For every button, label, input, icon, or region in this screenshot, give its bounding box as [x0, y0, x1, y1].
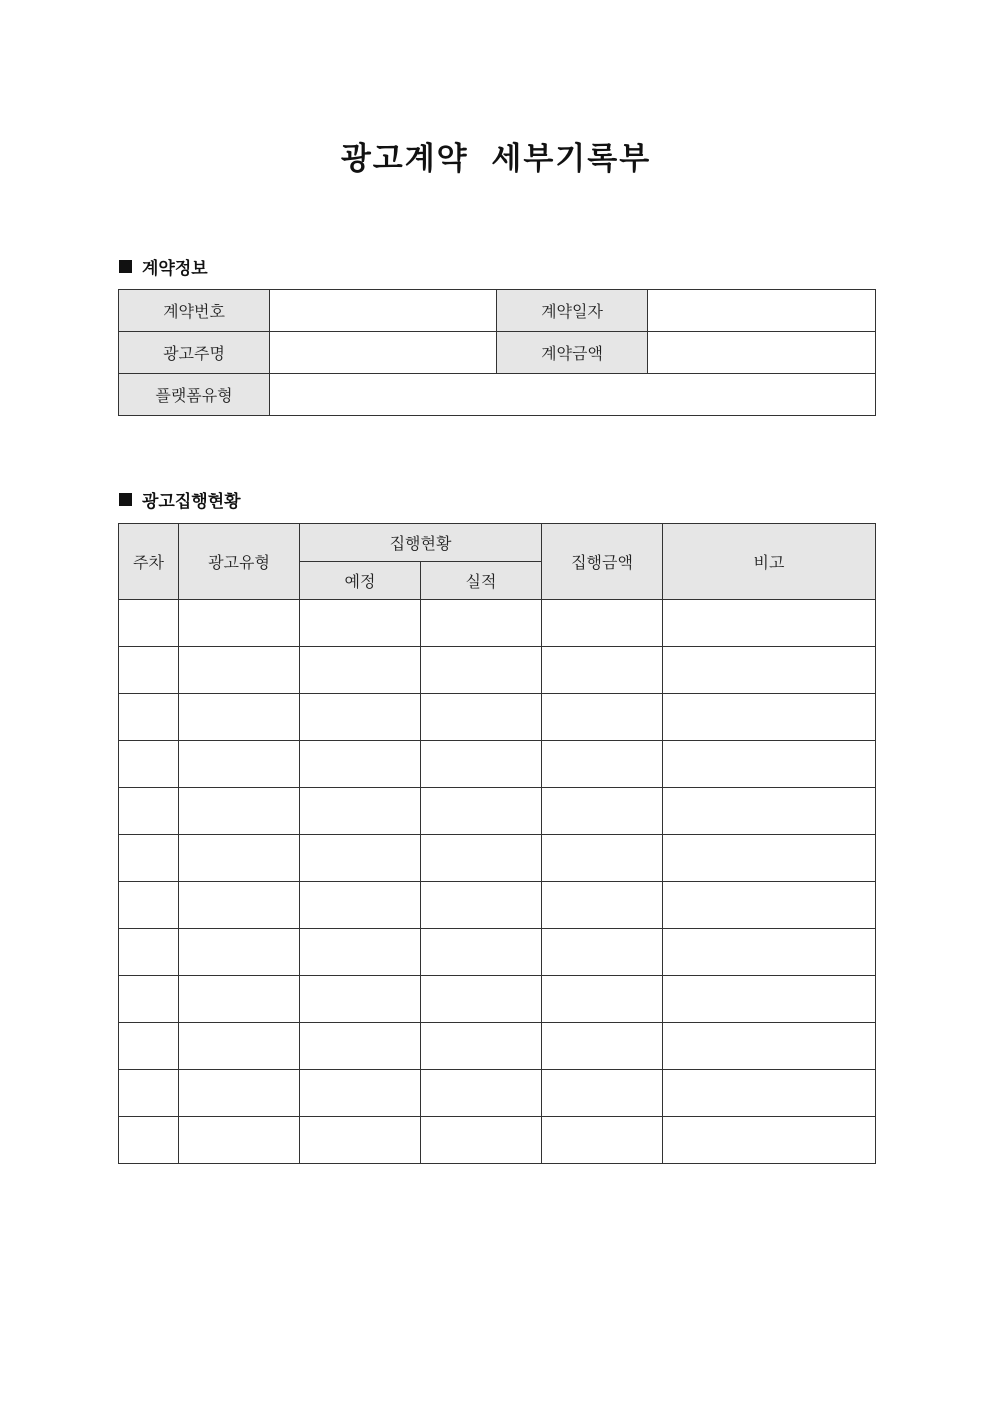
execution-amount-cell[interactable]: [542, 882, 663, 929]
actual-cell[interactable]: [421, 647, 542, 694]
ad-type-cell[interactable]: [179, 1023, 300, 1070]
note-cell[interactable]: [663, 835, 876, 882]
table-header-row: [119, 524, 876, 562]
execution-amount-cell[interactable]: [542, 1117, 663, 1164]
table-row: [119, 741, 876, 788]
ad-type-cell[interactable]: [179, 1117, 300, 1164]
table-row: [119, 694, 876, 741]
actual-cell[interactable]: [421, 882, 542, 929]
note-cell[interactable]: [663, 882, 876, 929]
actual-cell[interactable]: [421, 929, 542, 976]
execution-amount-cell[interactable]: [542, 788, 663, 835]
table-row: [119, 788, 876, 835]
ad-type-cell[interactable]: [179, 1070, 300, 1117]
execution-status-heading: [119, 487, 241, 512]
contract-amount-field[interactable]: [648, 332, 876, 374]
note-header: 비고: [663, 524, 876, 600]
execution-amount-cell[interactable]: [542, 835, 663, 882]
execution-status-heading-label: 광고집행현황: [142, 492, 241, 512]
contract-date-label: 계약일자: [497, 290, 648, 332]
platform-type-field[interactable]: [270, 374, 876, 416]
planned-cell[interactable]: [300, 1117, 421, 1164]
table-row: [119, 1070, 876, 1117]
week-header: 주차: [119, 524, 179, 600]
execution-amount-cell[interactable]: [542, 600, 663, 647]
planned-cell[interactable]: [300, 1070, 421, 1117]
execution-amount-header: 집행금액: [542, 524, 663, 600]
table-row: [119, 929, 876, 976]
ad-type-cell[interactable]: [179, 929, 300, 976]
ad-type-cell[interactable]: [179, 835, 300, 882]
week-cell[interactable]: [119, 1023, 179, 1070]
planned-cell[interactable]: [300, 976, 421, 1023]
actual-cell[interactable]: [421, 1023, 542, 1070]
week-cell[interactable]: [119, 694, 179, 741]
actual-cell[interactable]: [421, 600, 542, 647]
actual-cell[interactable]: [421, 1070, 542, 1117]
table-row: [119, 1023, 876, 1070]
ad-type-header: 광고유형: [179, 524, 300, 600]
week-cell[interactable]: [119, 1117, 179, 1164]
week-cell[interactable]: [119, 1070, 179, 1117]
table-row: [119, 1117, 876, 1164]
ad-type-cell[interactable]: [179, 694, 300, 741]
table-row: [119, 600, 876, 647]
contract-date-field[interactable]: [648, 290, 876, 332]
execution-amount-cell[interactable]: [542, 1070, 663, 1117]
square-bullet-icon: [119, 493, 132, 506]
advertiser-field[interactable]: [270, 332, 497, 374]
execution-amount-cell[interactable]: [542, 1023, 663, 1070]
contract-no-field[interactable]: [270, 290, 497, 332]
execution-amount-cell[interactable]: [542, 694, 663, 741]
execution-amount-cell[interactable]: [542, 976, 663, 1023]
week-cell[interactable]: [119, 600, 179, 647]
table-row: [119, 835, 876, 882]
planned-cell[interactable]: [300, 835, 421, 882]
note-cell[interactable]: [663, 976, 876, 1023]
note-cell[interactable]: [663, 1070, 876, 1117]
contract-info-row: [119, 290, 876, 332]
note-cell[interactable]: [663, 788, 876, 835]
actual-cell[interactable]: [421, 976, 542, 1023]
advertiser-label: 광고주명: [119, 332, 270, 374]
ad-type-cell[interactable]: [179, 647, 300, 694]
note-cell[interactable]: [663, 929, 876, 976]
note-cell[interactable]: [663, 1023, 876, 1070]
planned-cell[interactable]: [300, 647, 421, 694]
contract-no-label: 계약번호: [119, 290, 270, 332]
contract-amount-label: 계약금액: [497, 332, 648, 374]
week-cell[interactable]: [119, 929, 179, 976]
planned-cell[interactable]: [300, 600, 421, 647]
execution-status-table: [118, 523, 876, 1164]
platform-type-label: 플랫폼유형: [119, 374, 270, 416]
ad-type-cell[interactable]: [179, 788, 300, 835]
execution-amount-cell[interactable]: [542, 929, 663, 976]
planned-cell[interactable]: [300, 788, 421, 835]
page-title: 광고계약 세부기록부: [340, 141, 652, 177]
note-cell[interactable]: [663, 694, 876, 741]
ad-type-cell[interactable]: [179, 741, 300, 788]
week-cell[interactable]: [119, 647, 179, 694]
actual-cell[interactable]: [421, 788, 542, 835]
note-cell[interactable]: [663, 741, 876, 788]
week-cell[interactable]: [119, 741, 179, 788]
ad-type-cell[interactable]: [179, 600, 300, 647]
execution-amount-cell[interactable]: [542, 741, 663, 788]
table-row: [119, 976, 876, 1023]
planned-header: 예정: [300, 562, 421, 600]
planned-cell[interactable]: [300, 694, 421, 741]
note-cell[interactable]: [663, 600, 876, 647]
actual-cell[interactable]: [421, 694, 542, 741]
planned-cell[interactable]: [300, 882, 421, 929]
planned-cell[interactable]: [300, 1023, 421, 1070]
week-cell[interactable]: [119, 976, 179, 1023]
note-cell[interactable]: [663, 1117, 876, 1164]
table-row: [119, 882, 876, 929]
planned-cell[interactable]: [300, 741, 421, 788]
actual-cell[interactable]: [421, 741, 542, 788]
week-cell[interactable]: [119, 788, 179, 835]
actual-header: 실적: [421, 562, 542, 600]
week-cell[interactable]: [119, 882, 179, 929]
ad-type-cell[interactable]: [179, 976, 300, 1023]
ad-type-cell[interactable]: [179, 882, 300, 929]
contract-info-heading: [119, 254, 208, 279]
actual-cell[interactable]: [421, 1117, 542, 1164]
week-cell[interactable]: [119, 835, 179, 882]
execution-status-header: 집행현황: [300, 524, 542, 562]
contract-info-row: [119, 374, 876, 416]
note-cell[interactable]: [663, 647, 876, 694]
square-bullet-icon: [119, 260, 132, 273]
planned-cell[interactable]: [300, 929, 421, 976]
execution-amount-cell[interactable]: [542, 647, 663, 694]
contract-info-heading-label: 계약정보: [142, 259, 208, 279]
table-row: [119, 647, 876, 694]
contract-info-row: [119, 332, 876, 374]
actual-cell[interactable]: [421, 835, 542, 882]
contract-info-table: [118, 289, 876, 416]
